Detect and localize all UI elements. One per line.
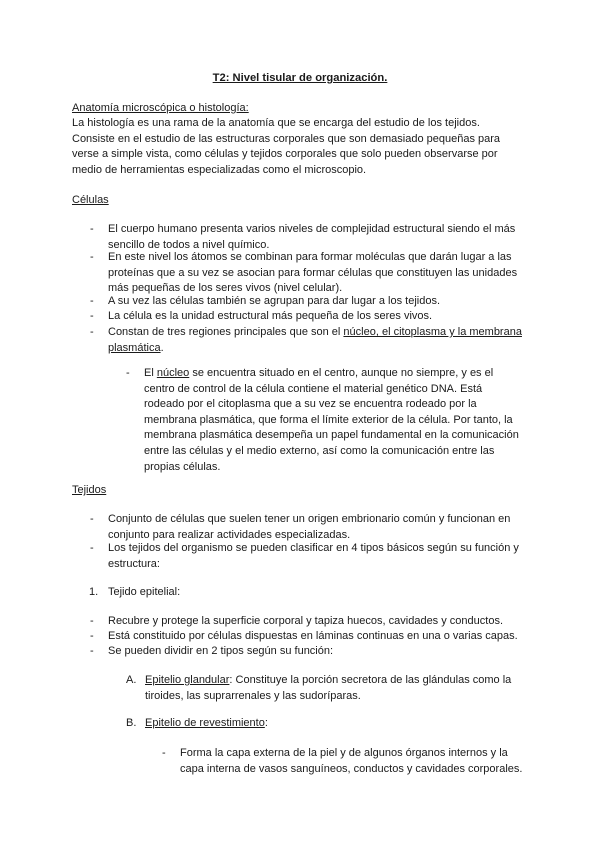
paragraph-histologia [72, 116, 542, 178]
section-heading-tejidos: Tejidos [72, 484, 107, 496]
text-line: Conjunto de células que suelen tener un origen embrionario común y funcionan en [108, 513, 511, 525]
text-line: membrana plasmática desempeña un papel fundamental en la comunicación [144, 429, 519, 442]
page-title: T2: Nivel tisular de organización. [212, 72, 388, 84]
text-span: : [264, 717, 268, 729]
underlined-term: núcleo [156, 367, 190, 379]
underlined-term: Epitelio glandular [145, 674, 230, 686]
text-line: Los tejidos del organismo se pueden clasificar en 4 tipos básicos según su función y [108, 542, 519, 554]
underlined-term: Epitelio de revestimiento [145, 717, 265, 729]
bullet-dash: - [90, 251, 94, 263]
text-line: A su vez las células también se agrupan para dar lugar a los tejidos. [108, 295, 441, 307]
bullet-dash: - [162, 747, 166, 759]
bullet-dash: - [90, 542, 94, 554]
section-heading-anatomia: Anatomía microscópica o histología: [72, 102, 249, 114]
text-line: propias células. [144, 460, 221, 473]
text-line: verse a simple vista, como células y tejidos corporales que solo pueden observarse por [72, 148, 498, 161]
text-line: entre las células y el medio externo, así como la comunicación entre las [144, 444, 495, 457]
text-line: tiroides, las suprarrenales y las sudoríparas. [145, 689, 361, 702]
text-line: El cuerpo humano presenta varios niveles de complejidad estructural siendo el más [108, 223, 516, 235]
text-span: . [160, 341, 164, 354]
bullet-dash: - [126, 367, 130, 379]
text-line: centro de control de la célula contiene el material genético DNA. Está [144, 382, 483, 395]
text-span: se encuentra situado en el centro, aunque no siempre, y es el [189, 367, 494, 379]
bullet-dash: - [90, 513, 94, 525]
text-line: estructura: [108, 557, 160, 570]
text-line: conjunto para realizar actividades especializadas. [108, 528, 351, 541]
underlined-term: núcleo, el citoplasma y la membrana [343, 326, 522, 338]
underlined-term: plasmática [108, 341, 161, 354]
text-line: proteínas que a su vez se asocian para formar células que constituyen las unidades [108, 266, 518, 279]
text-line: La célula es la unidad estructural más pequeña de los seres vivos. [108, 310, 433, 322]
bullet-dash: - [90, 223, 94, 235]
bullet-dash: - [90, 310, 94, 322]
text-span: El [144, 367, 157, 379]
bullet-dash: - [90, 645, 94, 657]
text-line: Tejido epitelial: [108, 586, 181, 598]
text-line: Se pueden dividir en 2 tipos según su función: [108, 645, 334, 657]
section-heading-celulas: Células [72, 194, 109, 206]
text-line: Está constituido por células dispuestas en láminas continuas en una o varias capas. [108, 630, 518, 642]
text-line: En este nivel los átomos se combinan para formar moléculas que darán lugar a las [108, 251, 512, 263]
text-line: medio de herramientas especializadas como el microscopio. [72, 163, 367, 176]
bullet-dash: - [90, 295, 94, 307]
text-line: La histología es una rama de la anatomía que se encarga del estudio de los tejidos. [72, 117, 480, 129]
list-letter: A. [126, 674, 137, 686]
text-span: : Constituye la porción secretora de las glándulas como la [229, 674, 512, 686]
text-line: Forma la capa externa de la piel y de algunos órganos internos y la [180, 747, 508, 759]
list-letter: B. [126, 717, 137, 729]
text-line: Consiste en el estudio de las estructuras corporales que son demasiado pequeñas para [72, 132, 501, 145]
text-line: membrana plasmática, que forma el límite exterior de la célula. Por tanto, la [144, 413, 513, 426]
bullet-dash: - [90, 630, 94, 642]
text-span: Constan de tres regiones principales que son el [108, 326, 344, 338]
bullet-dash: - [90, 615, 94, 627]
text-line: capa interna de vasos sanguíneos, conductos y cavidades corporales. [180, 762, 523, 775]
text-line: sencillo de todos a nivel químico. [108, 238, 270, 251]
text-line: más pequeñas de los seres vivos (nivel celular). [108, 282, 343, 295]
text-line: rodeado por el citoplasma que a su vez se encuentra rodeado por la [144, 398, 477, 411]
text-line: Recubre y protege la superficie corporal y tapiza huecos, cavidades y conductos. [108, 615, 503, 627]
bullet-dash: - [90, 326, 94, 338]
list-number: 1. [89, 586, 99, 598]
